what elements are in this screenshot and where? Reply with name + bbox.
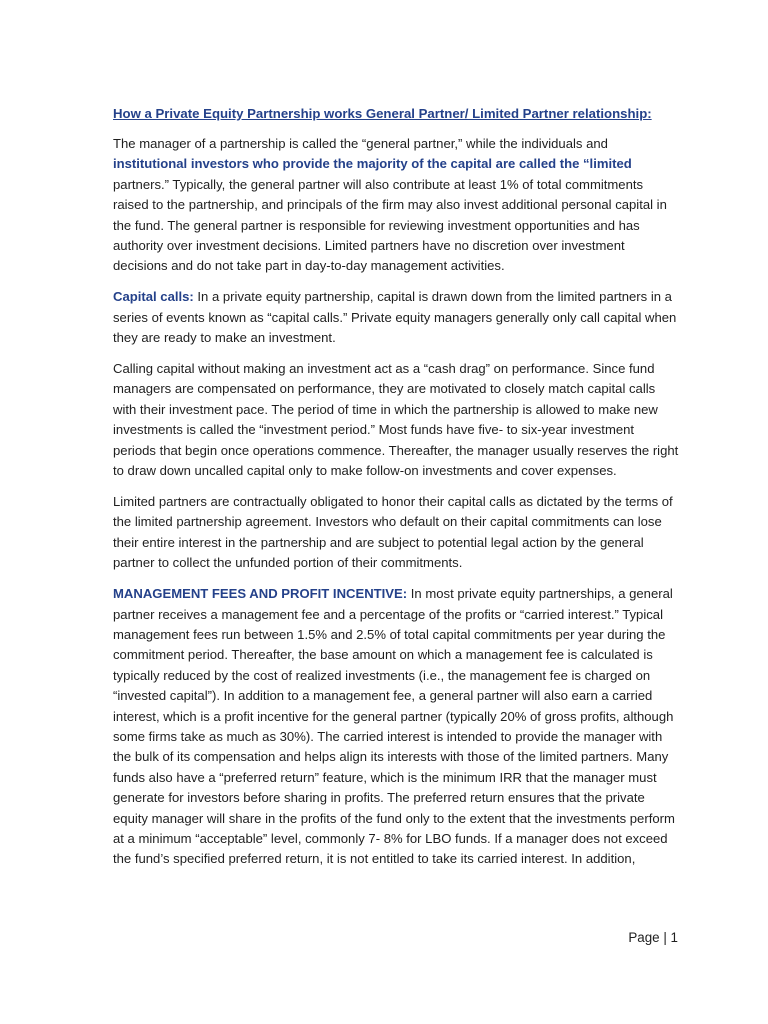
paragraph-text: In a private equity partnership, capital is drawn down from the limited partners in a series of events known as “capital calls.” Private equity managers generally only call capital when they are ready to make an investment. xyxy=(113,289,677,346)
paragraph-text: partners.” Typically, the general partner will also contribute at least 1% of total commitments raised to the partnership, and principals of the firm may also invest additional personal capital in the fund. The general partner is responsible for reviewing investment opportunities and has authority over investment decisions. Limited partners have no discretion over investment decisions and do not take part in day-to-day management activities. xyxy=(113,176,667,274)
paragraph-text: The manager of a partnership is called the “general partner,” while the individuals and xyxy=(113,136,608,151)
document-page xyxy=(113,104,679,880)
page-number: Page | 1 xyxy=(628,930,678,945)
paragraph-general-partner xyxy=(113,134,679,277)
paragraph-cash-drag: Calling capital without making an investment act as a “cash drag” on performance. Since fund managers are compensated on performance, they are motivated to closely match capital calls with their investment pace. The period of time in which the partnership is allowed to make new investments is called the “investment period.” Most funds have five- to six-year investment periods that begin once operations commence. Thereafter, the manager usually reserves the right to draw down uncalled capital only to make follow-on investments and cover expenses. xyxy=(113,361,679,479)
highlighted-text: institutional investors who provide the majority of the capital are called the “limited xyxy=(113,156,632,172)
paragraph-limited-partners-obligation: Limited partners are contractually obligated to honor their capital calls as dictated by the terms of the limited partnership agreement. Investors who default on their capital commitments can lose their entire interest in the partnership and are subject to potential legal action by the general partner to collect the unfunded portion of their commitments. xyxy=(113,494,673,571)
paragraph-capital-calls xyxy=(113,287,679,348)
document-heading: How a Private Equity Partnership works General Partner/ Limited Partner relationship: xyxy=(113,106,652,121)
capital-calls-label: Capital calls: xyxy=(113,289,194,305)
paragraph-management-fees xyxy=(113,584,679,870)
paragraph-text: In most private equity partnerships, a general partner receives a management fee and a percentage of the profits or “carried interest.” Typical management fees run between 1.5% and 2.5% of total capital commitments per year during the commitment period. Thereafter, the base amount on which a management fee is calculated is typically reduced by the cost of realized investments (i.e., the management fee is charged on “invested capital”). In addition to a management fee, a general partner will also earn a carried interest, which is a profit incentive for the general partner (typically 20% of gross profits, although some firms take as much as 30%). The carried interest is intended to provide the manager with the bulk of its compensation and helps align its interests with those of the limited partners. Many funds also have a “preferred return” feature, which is the minimum IRR that the manager must generate for investors before sharing in profits. The preferred return ensures that the private equity manager will share in the profits of the fund only to the extent that the investments perform at a minimum “acceptable” level, commonly 7- 8% for LBO funds. If a manager does not exceed the fund’s specified preferred return, it is not entitled to take its carried interest. In addition, xyxy=(113,586,675,867)
management-fees-label: MANAGEMENT FEES AND PROFIT INCENTIVE: xyxy=(113,586,408,602)
